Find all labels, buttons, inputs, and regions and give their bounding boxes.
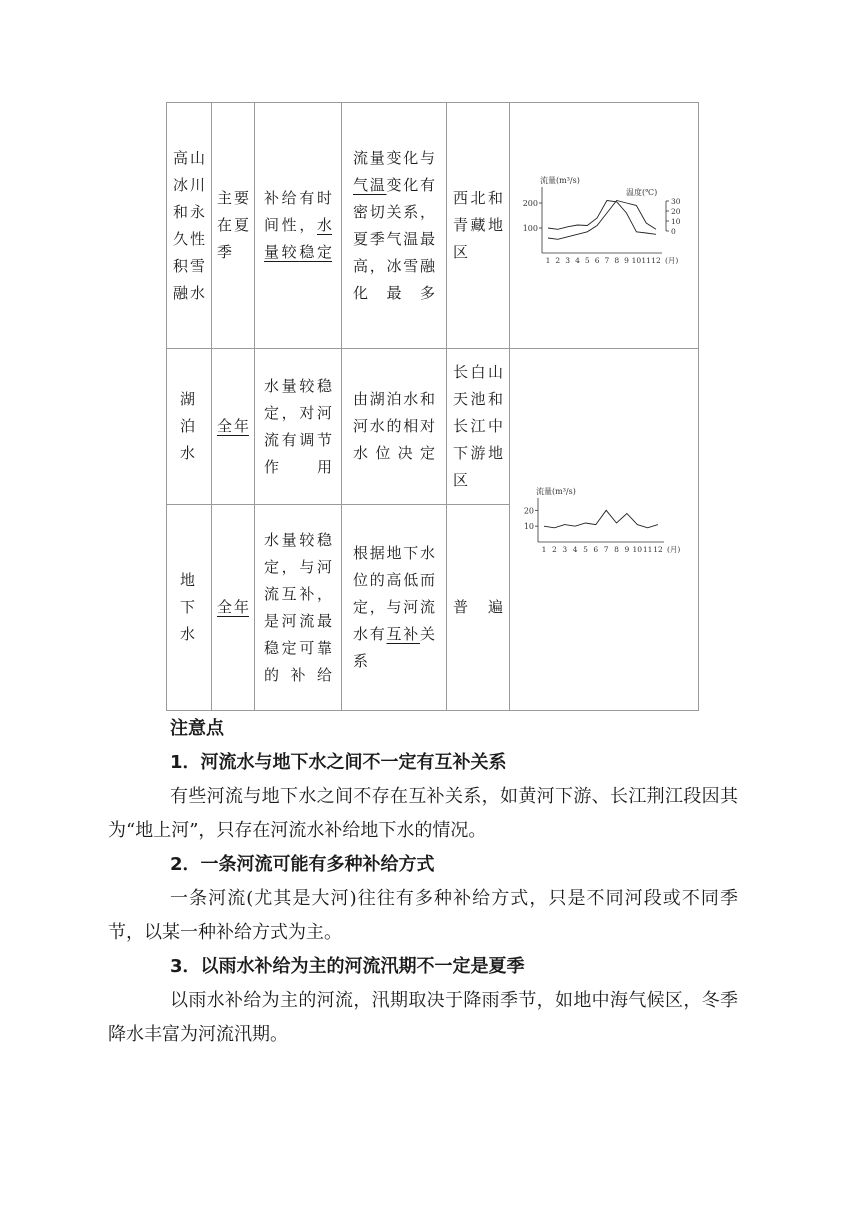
y-tick-label: 10 [523, 522, 534, 532]
x-tick-label: 2 [555, 256, 561, 265]
x-tick-label: 12 [653, 545, 663, 554]
feature-cell: 水量较稳定，与河流互补，是河流最稳定可靠的补给 [264, 530, 332, 684]
flow-cell: 流量变化与气温变化有密切关系，夏季气温最高，冰雪融化最多 [353, 148, 435, 302]
x-tick-label: 6 [593, 545, 599, 554]
x-tick-label: 10 [631, 256, 642, 265]
y2-tick-label: 10 [671, 217, 681, 226]
time-cell: 全年 [217, 598, 249, 616]
note-heading: 1．河流水与地下水之间不一定有互补关系 [170, 752, 507, 773]
time-cell: 全年 [217, 417, 249, 435]
feature-cell: 补给有时间性，水量较稳定 [264, 189, 332, 261]
y-axis-label: 流量(m³/s) [536, 487, 576, 496]
note-body: 以雨水补给为主的河流，汛期取决于降雨季节，如地中海气候区，冬季降水丰富为河流汛期。 [108, 990, 738, 1045]
x-tick-label: 12 [651, 256, 661, 265]
y2-tick-label: 0 [671, 227, 676, 236]
type-cell: 湖泊水 [180, 390, 196, 462]
x-tick-label: 3 [565, 256, 571, 265]
x-tick-label: 1 [541, 545, 547, 554]
x-tick-label: 7 [603, 545, 609, 554]
region-cell: 西北和青藏地区 [453, 189, 503, 261]
note-heading: 3．以雨水补给为主的河流汛期不一定是夏季 [170, 956, 525, 977]
y-tick-label: 20 [523, 506, 534, 516]
x-tick-label: 2 [551, 545, 557, 554]
x-tick-label: 4 [575, 256, 580, 265]
flow-cell: 由湖泊水和河水的相对水位决定 [353, 390, 435, 462]
x-tick-label: 5 [584, 256, 590, 265]
series-line [544, 510, 658, 528]
x-tick-label: 9 [624, 256, 629, 265]
x-tick-label: 8 [614, 545, 619, 554]
x-tick-label: 7 [604, 256, 610, 265]
y-axis-label: 流量(m³/s) [540, 176, 580, 185]
series-line [548, 201, 656, 235]
type-cell: 高山冰川和永久性积雪融水 [173, 148, 205, 302]
table-row [167, 103, 699, 349]
region-cell: 普遍 [453, 598, 503, 616]
y2-tick-label: 30 [671, 197, 681, 206]
table-row [167, 349, 699, 505]
y-tick-label: 200 [522, 199, 538, 208]
flow-cell: 根据地下水位的高低而定，与河流水有互补关系 [353, 544, 435, 670]
glacier-flow-chart [514, 171, 694, 271]
water-supply-table [166, 102, 699, 711]
groundwater-flow-chart [514, 480, 694, 570]
series-line [548, 201, 656, 240]
y2-axis-label: 温度(℃) [626, 188, 658, 197]
y2-tick-label: 20 [671, 207, 681, 216]
type-cell: 地下水 [180, 571, 196, 643]
region-cell: 长白山天池和长江中下游地区 [453, 363, 503, 489]
note-body: 一条河流(尤其是大河)往往有多种补给方式，只是不同河段或不同季节，以某一种补给方式为主。 [108, 888, 738, 943]
x-tick-label: 10 [632, 545, 643, 554]
notes-section [108, 712, 738, 1052]
x-unit-label: (月) [667, 545, 681, 554]
x-tick-label: 6 [594, 256, 600, 265]
x-tick-label: 9 [624, 545, 630, 554]
note-heading: 2．一条河流可能有多种补给方式 [170, 854, 435, 875]
y-tick-label: 100 [522, 224, 538, 233]
notes-title: 注意点 [170, 718, 224, 739]
x-tick-label: 4 [572, 545, 578, 554]
note-body: 有些河流与地下水之间不存在互补关系，如黄河下游、长江荆江段因其为“地上河”，只存在河流水补给地下水的情况。 [108, 786, 738, 841]
x-unit-label: (月) [665, 256, 679, 265]
x-tick-label: 8 [614, 256, 620, 265]
time-cell: 主要在夏季 [217, 189, 249, 261]
x-tick-label: 11 [641, 256, 651, 265]
x-tick-label: 5 [583, 545, 588, 554]
x-tick-label: 11 [642, 545, 653, 554]
feature-cell: 水量较稳定，对河流有调节作用 [264, 376, 332, 476]
x-tick-label: 1 [545, 256, 551, 265]
x-tick-label: 3 [562, 545, 568, 554]
